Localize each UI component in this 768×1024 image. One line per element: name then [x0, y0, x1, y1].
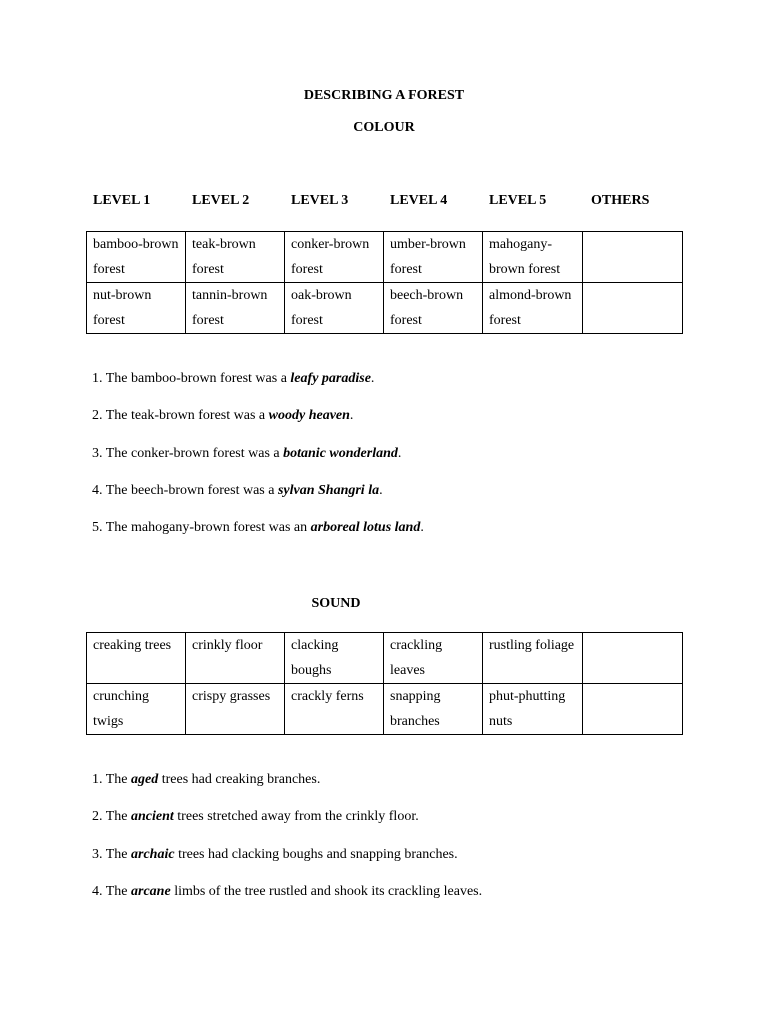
emphasis-phrase: sylvan Shangri la [277, 483, 380, 498]
sound-sentence: 2. The ancient trees stretched away from the crinkly floor. [92, 809, 419, 824]
sound-sentence: 1. The aged trees had creaking branches. [92, 772, 321, 787]
sound-heading: SOUND [311, 596, 361, 611]
colour-heading: COLOUR [353, 120, 415, 135]
table-cell: bamboo-brown forest [87, 232, 186, 283]
emphasis-word: archaic [131, 847, 175, 862]
emphasis-word: ancient [131, 809, 174, 824]
emphasis-word: arcane [131, 884, 171, 899]
page-title: DESCRIBING A FOREST [303, 88, 465, 103]
table-row [87, 633, 683, 684]
table-cell: umber-brown forest [384, 232, 483, 283]
colour-sentence: 1. The bamboo-brown forest was a leafy paradise. [92, 371, 375, 386]
table-cell [583, 684, 683, 735]
table-cell: oak-brown forest [285, 283, 384, 334]
table-cell: teak-brown forest [186, 232, 285, 283]
table-cell [583, 232, 683, 283]
table-cell: snapping branches [384, 684, 483, 735]
table-cell: conker-brown forest [285, 232, 384, 283]
level-label: LEVEL 4 [390, 193, 448, 208]
table-cell: crackly ferns [285, 684, 384, 735]
table-cell: crinkly floor [186, 633, 285, 684]
table-cell: nut-brown forest [87, 283, 186, 334]
table-cell: mahogany-brown forest [483, 232, 583, 283]
emphasis-word: aged [131, 772, 159, 787]
table-cell: rustling foliage [483, 633, 583, 684]
table-cell: clacking boughs [285, 633, 384, 684]
table-cell: phut-phutting nuts [483, 684, 583, 735]
level-label: LEVEL 1 [93, 193, 151, 208]
emphasis-phrase: arboreal lotus land [310, 520, 421, 535]
colour-sentence: 3. The conker-brown forest was a botanic wonderland. [92, 446, 402, 461]
level-label: LEVEL 2 [192, 193, 250, 208]
table-row [87, 684, 683, 735]
table-cell [583, 633, 683, 684]
colour-sentence: 2. The teak-brown forest was a woody heaven. [92, 408, 354, 423]
colour-sentence: 5. The mahogany-brown forest was an arboreal lotus land. [92, 520, 424, 535]
table-cell: crispy grasses [186, 684, 285, 735]
table-cell: crackling leaves [384, 633, 483, 684]
level-label: LEVEL 5 [489, 193, 547, 208]
level-label: OTHERS [591, 193, 650, 208]
table-cell: crunching twigs [87, 684, 186, 735]
table-cell [583, 283, 683, 334]
sound-sentence: 3. The archaic trees had clacking boughs and snapping branches. [92, 847, 458, 862]
table-row [87, 232, 683, 283]
table-cell: beech-brown forest [384, 283, 483, 334]
emphasis-phrase: woody heaven [268, 408, 350, 423]
table-cell: almond-brown forest [483, 283, 583, 334]
colour-sentence: 4. The beech-brown forest was a sylvan Shangri la. [92, 483, 383, 498]
sound-sentence: 4. The arcane limbs of the tree rustled and shook its crackling leaves. [92, 884, 483, 899]
emphasis-phrase: leafy paradise [290, 371, 371, 386]
table-row [87, 283, 683, 334]
table-cell: tannin-brown forest [186, 283, 285, 334]
colour-table [86, 231, 683, 334]
emphasis-phrase: botanic wonderland [283, 446, 398, 461]
level-label: LEVEL 3 [291, 193, 349, 208]
table-cell: creaking trees [87, 633, 186, 684]
sound-table [86, 632, 683, 735]
